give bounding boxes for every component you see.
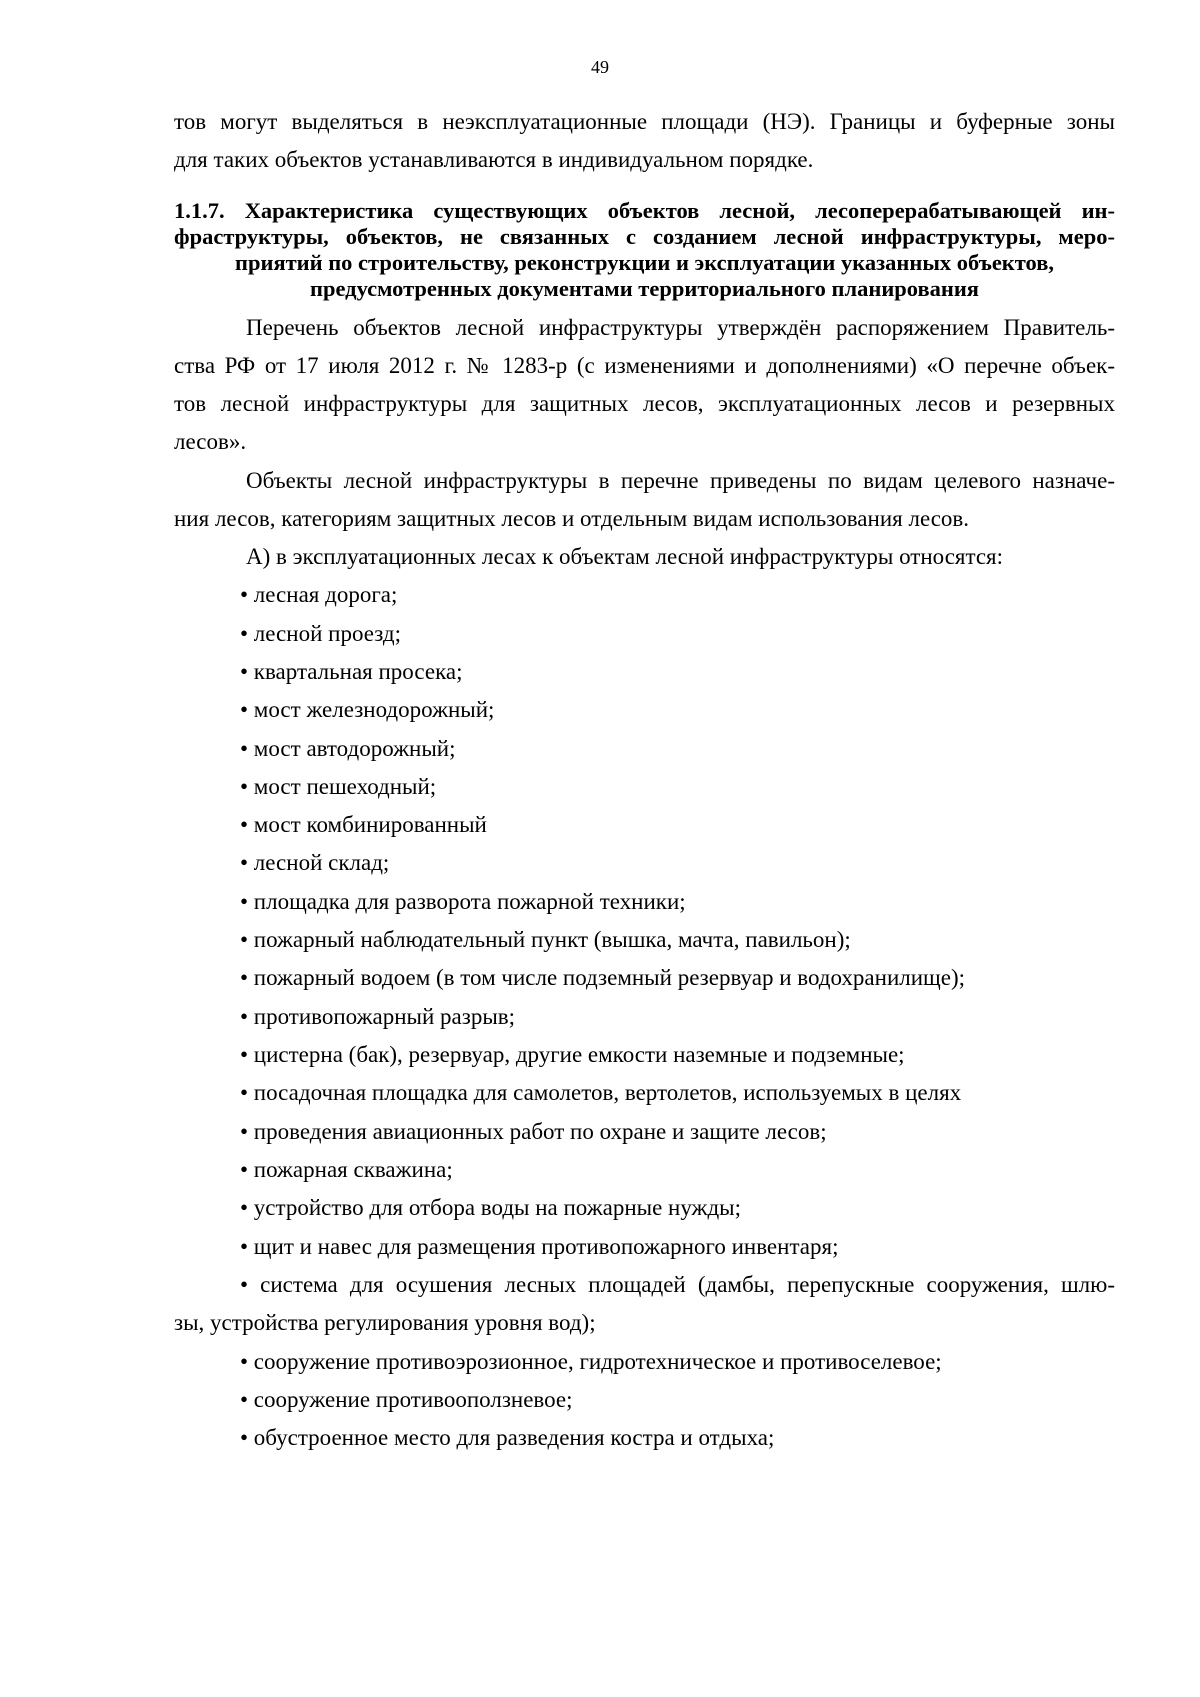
list-item: • квартальная просека;	[240, 659, 463, 684]
list-item: • пожарная скважина;	[240, 1157, 453, 1182]
list-item: • щит и навес для размещения противопожарного инвентаря;	[240, 1234, 839, 1259]
paragraph-1-line-2: ства РФ от 17 июля 2012 г. № 1283-р (с изменениями и дополнениями) «О перечне объек-	[174, 353, 1115, 378]
list-item: • лесной склад;	[240, 850, 390, 875]
list-intro: А) в эксплуатационных лесах к объектам лесной инфраструктуры относятся:	[246, 544, 1004, 569]
list-item: • устройство для отбора воды на пожарные нужды;	[240, 1195, 741, 1220]
list-item: • лесной проезд;	[240, 621, 401, 646]
paragraph-2-line-2: ния лесов, категориям защитных лесов и отдельным видам использования лесов.	[174, 506, 970, 531]
list-item: • сооружение противоэрозионное, гидротехническое и противоселевое;	[240, 1349, 942, 1374]
heading-line-1: 1.1.7. Характеристика существующих объектов лесной, лесоперерабатывающей ин-	[174, 198, 1115, 223]
list-item: • площадка для разворота пожарной техники;	[240, 889, 686, 914]
list-item: • мост автодорожный;	[240, 736, 456, 761]
list-item: • сооружение противооползневое;	[240, 1387, 573, 1412]
list-item: • посадочная площадка для самолетов, вертолетов, используемых в целях	[240, 1080, 962, 1105]
continuation-line-2: для таких объектов устанавливаются в индивидуальном порядке.	[174, 147, 814, 172]
list-item-multiline-line-1: • система для осушения лесных площадей (дамбы, перепускные сооружения, шлю-	[240, 1272, 1115, 1297]
list-item: • обустроенное место для разведения костра и отдыха;	[240, 1425, 775, 1450]
list-item: • проведения авиационных работ по охране и защите лесов;	[240, 1119, 827, 1144]
list-item: • пожарный наблюдательный пункт (вышка, мачта, павильон);	[240, 927, 851, 952]
list-item: • лесная дорога;	[240, 582, 398, 607]
continuation-line-1: тов могут выделяться в неэксплуатационные площади (НЭ). Границы и буферные зоны	[174, 109, 1115, 134]
paragraph-1-line-1: Перечень объектов лесной инфраструктуры утверждён распоряжением Правитель-	[246, 315, 1115, 340]
list-item: • противопожарный разрыв;	[240, 1004, 516, 1029]
list-item: • пожарный водоем (в том числе подземный резервуар и водохранилище);	[240, 965, 966, 990]
heading-line-2: фраструктуры, объектов, не связанных с созданием лесной инфраструктуры, меро-	[174, 224, 1115, 249]
heading-line-3: приятий по строительству, реконструкции и эксплуатации указанных объектов,	[235, 250, 1054, 275]
paragraph-2-line-1: Объекты лесной инфраструктуры в перечне приведены по видам целевого назначе-	[246, 468, 1115, 493]
list-item: • мост железнодорожный;	[240, 697, 495, 722]
paragraph-1-line-4: лесов».	[174, 429, 247, 454]
list-item: • мост комбинированный	[240, 812, 487, 837]
heading-line-4: предусмотренных документами территориального планирования	[310, 276, 979, 301]
list-item: • цистерна (бак), резервуар, другие емкости наземные и подземные;	[240, 1042, 905, 1067]
list-item-multiline-line-2: зы, устройства регулирования уровня вод);	[174, 1310, 596, 1335]
list-item: • мост пешеходный;	[240, 774, 437, 799]
paragraph-1-line-3: тов лесной инфраструктуры для защитных лесов, эксплуатационных лесов и резервных	[174, 391, 1115, 416]
page-number: 49	[591, 57, 609, 77]
